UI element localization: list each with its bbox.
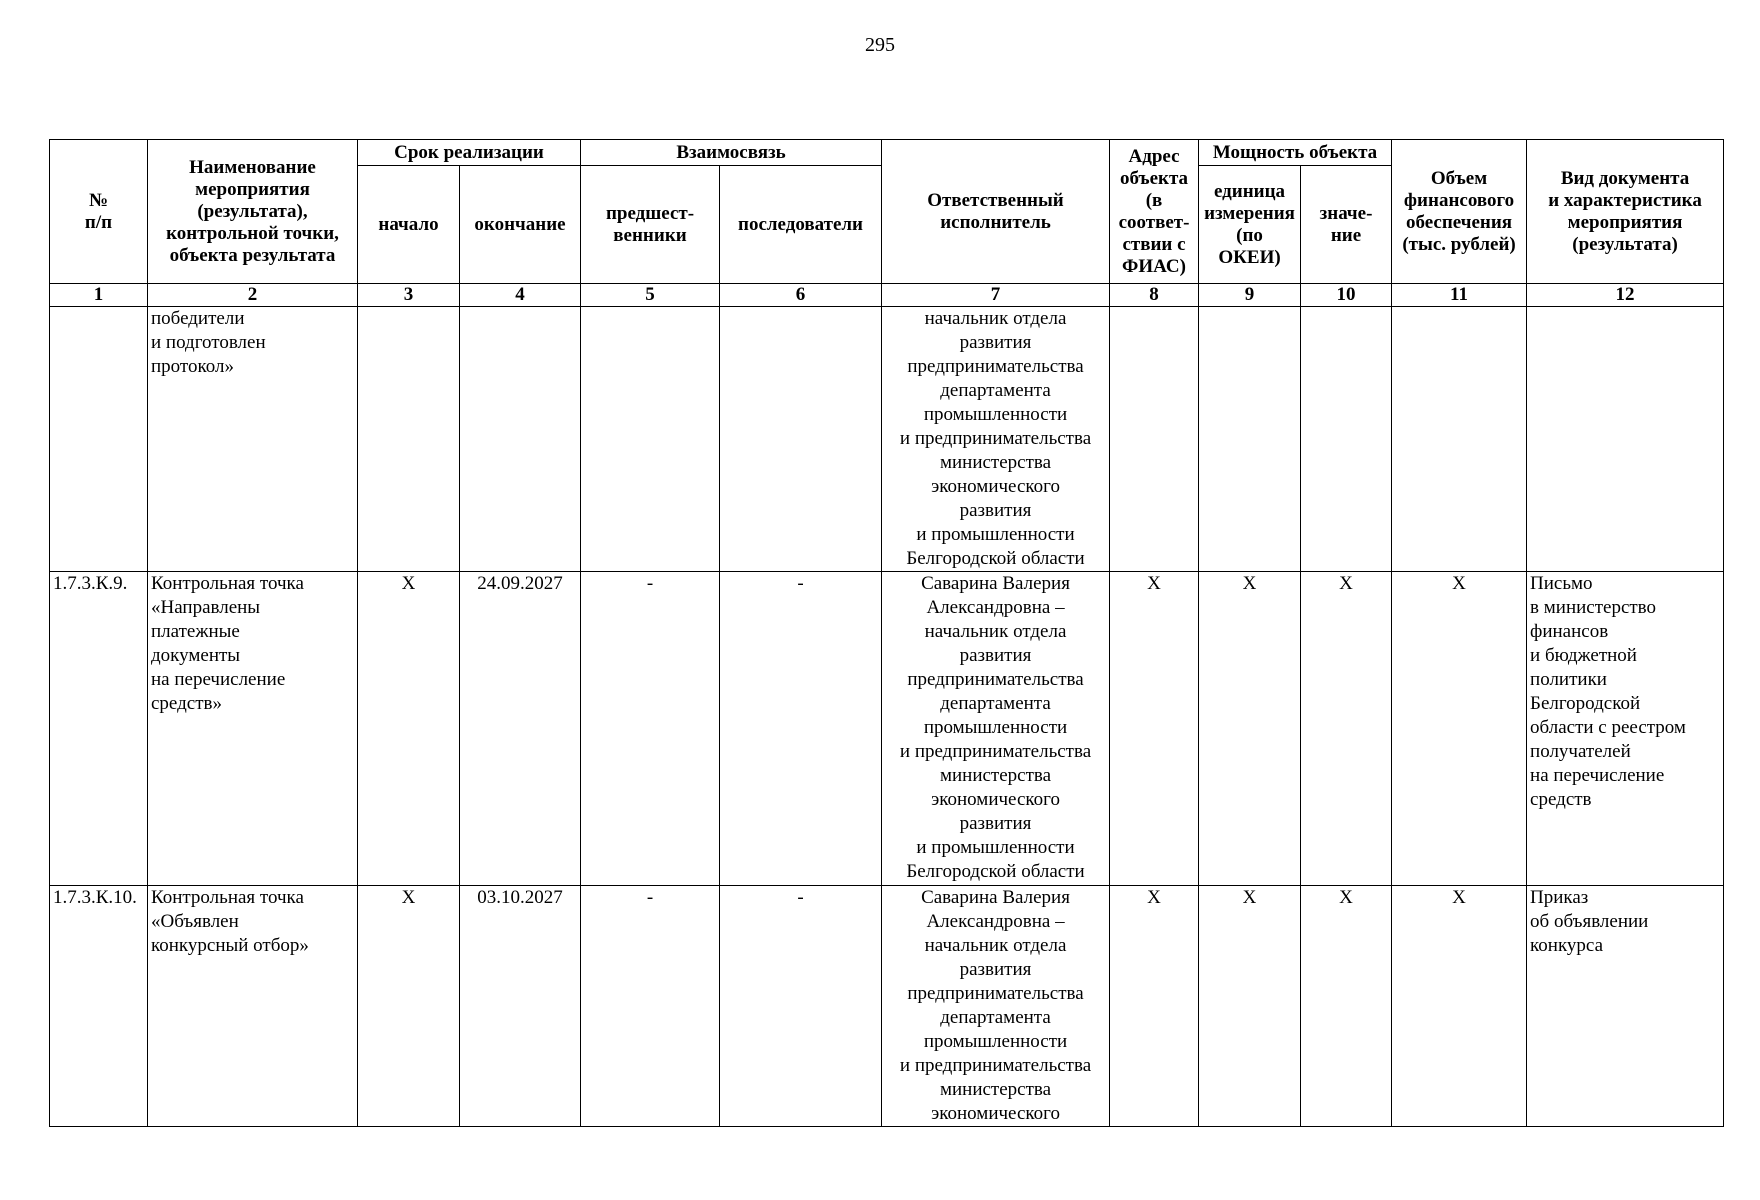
cell-num: 1.7.3.К.9.	[50, 572, 148, 886]
cell-responsible: Саварина Валерия Александровна – начальник отдела развития предпринимательства департамента промышленности и предпринимательства министерства экономического	[882, 886, 1110, 1127]
cell-address: X	[1110, 572, 1199, 886]
cell-address	[1110, 307, 1199, 572]
cell-predecessors	[581, 307, 720, 572]
column-number: 10	[1301, 284, 1392, 307]
cell-name: победители и подготовлен протокол»	[148, 307, 358, 572]
header-responsible: Ответственный исполнитель	[882, 140, 1110, 284]
plan-table	[49, 139, 1724, 1127]
cell-end: 03.10.2027	[460, 886, 581, 1127]
cell-predecessors: -	[581, 886, 720, 1127]
page-number: 295	[865, 34, 895, 56]
cell-doc: Приказ об объявлении конкурса	[1527, 886, 1724, 1127]
header-finance: Объем финансового обеспечения (тыс. рублей)	[1392, 140, 1527, 284]
column-number-row	[50, 284, 1724, 307]
column-number: 2	[148, 284, 358, 307]
cell-unit: X	[1199, 886, 1301, 1127]
table-row	[50, 886, 1724, 1127]
column-number: 7	[882, 284, 1110, 307]
header-relation-group: Взаимосвязь	[581, 140, 882, 166]
cell-unit	[1199, 307, 1301, 572]
header-name: Наименование мероприятия (результата), контрольной точки, объекта результата	[148, 140, 358, 284]
column-number: 8	[1110, 284, 1199, 307]
cell-name: Контрольная точка «Направлены платежные документы на перечисление средств»	[148, 572, 358, 886]
cell-start: X	[358, 572, 460, 886]
table-row	[50, 307, 1724, 572]
cell-value: X	[1301, 572, 1392, 886]
column-number: 3	[358, 284, 460, 307]
header-unit: единица измерения (по ОКЕИ)	[1199, 166, 1301, 284]
cell-successors: -	[720, 886, 882, 1127]
cell-address: X	[1110, 886, 1199, 1127]
header-num: № п/п	[50, 140, 148, 284]
header-doc: Вид документа и характеристика мероприятия (результата)	[1527, 140, 1724, 284]
table-row	[50, 572, 1724, 886]
cell-start	[358, 307, 460, 572]
cell-doc	[1527, 307, 1724, 572]
cell-predecessors: -	[581, 572, 720, 886]
column-number: 9	[1199, 284, 1301, 307]
cell-value	[1301, 307, 1392, 572]
cell-end: 24.09.2027	[460, 572, 581, 886]
cell-num: 1.7.3.К.10.	[50, 886, 148, 1127]
cell-finance: X	[1392, 572, 1527, 886]
cell-name: Контрольная точка «Объявлен конкурсный отбор»	[148, 886, 358, 1127]
cell-end	[460, 307, 581, 572]
cell-doc: Письмо в министерство финансов и бюджетной политики Белгородской области с реестром получателей на перечисление средств	[1527, 572, 1724, 886]
column-number: 4	[460, 284, 581, 307]
cell-finance	[1392, 307, 1527, 572]
column-number: 11	[1392, 284, 1527, 307]
header-end: окончание	[460, 166, 581, 284]
header-start: начало	[358, 166, 460, 284]
column-number: 12	[1527, 284, 1724, 307]
cell-successors: -	[720, 572, 882, 886]
cell-start: X	[358, 886, 460, 1127]
cell-finance: X	[1392, 886, 1527, 1127]
cell-unit: X	[1199, 572, 1301, 886]
header-capacity-group: Мощность объекта	[1199, 140, 1392, 166]
cell-responsible: начальник отдела развития предпринимательства департамента промышленности и предпринимательства министерства экономического развития и промышленности Белгородской области	[882, 307, 1110, 572]
cell-successors	[720, 307, 882, 572]
header-value: значе- ние	[1301, 166, 1392, 284]
column-number: 1	[50, 284, 148, 307]
cell-num	[50, 307, 148, 572]
header-successors: последователи	[720, 166, 882, 284]
cell-value: X	[1301, 886, 1392, 1127]
column-number: 5	[581, 284, 720, 307]
header-address: Адрес объекта (в соответ- ствии с ФИАС)	[1110, 140, 1199, 284]
header-predecessors: предшест- венники	[581, 166, 720, 284]
column-number: 6	[720, 284, 882, 307]
header-period-group: Срок реализации	[358, 140, 581, 166]
cell-responsible: Саварина Валерия Александровна – начальник отдела развития предпринимательства департамента промышленности и предпринимательства министерства экономического развития и промышленности Белгородской области	[882, 572, 1110, 886]
